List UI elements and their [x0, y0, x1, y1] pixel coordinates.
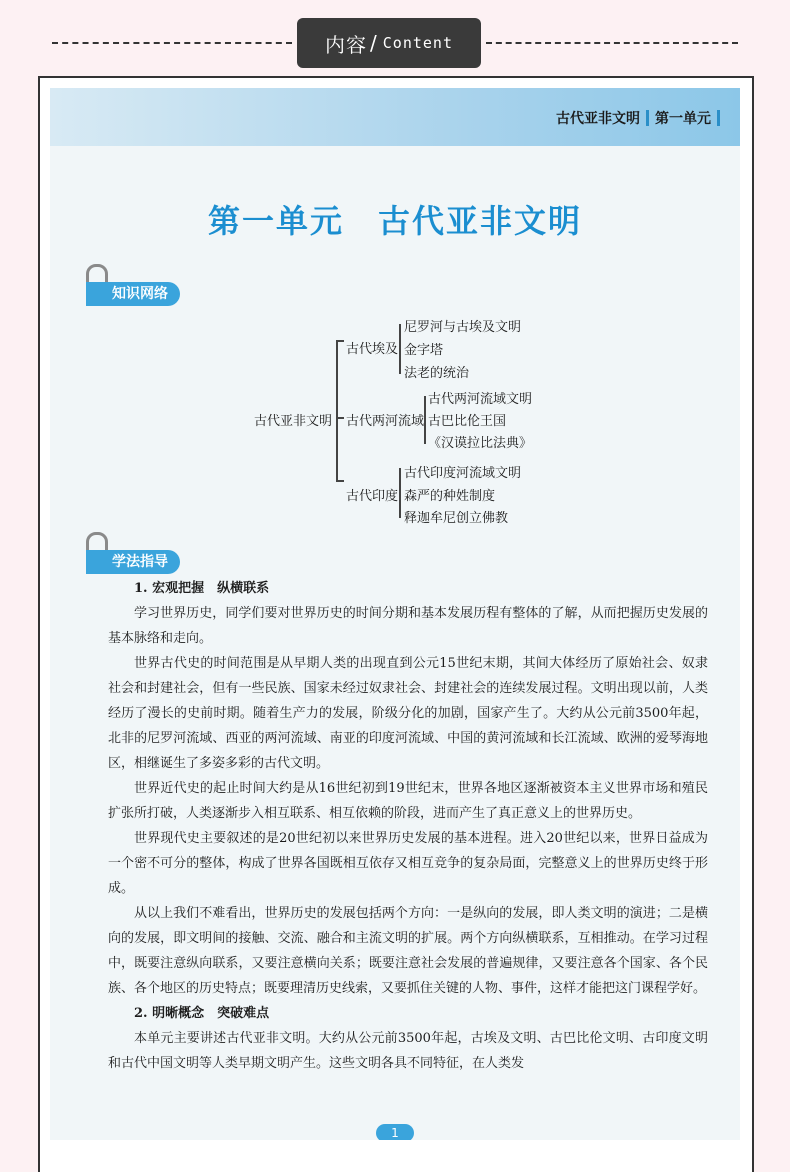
banner-subject: 古代亚非文明	[556, 111, 640, 127]
tree-line-egypt	[399, 324, 401, 374]
leaf-meso-2: 古巴比伦王国	[428, 414, 507, 429]
branch-india: 古代印度	[346, 489, 399, 504]
tree-line-india	[399, 468, 401, 518]
leaf-india-3: 释迦牟尼创立佛教	[404, 511, 509, 526]
tree-tick-india	[336, 480, 344, 482]
page-banner	[50, 88, 740, 146]
tree-tick-egypt	[336, 340, 344, 342]
branch-egypt: 古代埃及	[346, 342, 399, 357]
header-dash-left	[52, 42, 292, 44]
guide-paragraph: 本单元主要讲述古代亚非文明。大约从公元前3500年起，古埃及文明、古巴比伦文明、古印度文明和古代中国文明等人类早期文明产生。这些文明各具不同特征，在人类发	[108, 1031, 708, 1071]
guide-heading-1: 1. 宏观把握 纵横联系	[134, 581, 270, 596]
tree-root: 古代亚非文明	[254, 414, 333, 429]
header-title-cn: 内容	[325, 32, 368, 57]
leaf-egypt-3: 法老的统治	[404, 366, 470, 381]
guide-paragraph: 世界古代史的时间范围是从早期人类的出现直到公元15世纪末期，其间大体经历了原始社会、奴隶社会和封建社会，但有一些民族、国家未经过奴隶社会、封建社会的连续发展过程。文明出现以前，人类经历了漫长的史前时期。随着生产力的发展，阶级分化的加剧，国家产生了。大约从公元前3500年起，北非的尼罗河流域、西亚的两河流域、南亚的印度河流域、中国的黄河流域和长江流域、欧洲的爱琴海地区，相继诞生了多姿多彩的古代文明。	[108, 656, 708, 771]
header-separator: /	[370, 31, 378, 55]
leaf-india-1: 古代印度河流域文明	[404, 466, 522, 481]
branch-mesopotamia: 古代两河流域	[346, 414, 425, 429]
section-tag-guide: 学法指导	[86, 550, 180, 574]
tree-line-meso	[424, 396, 426, 444]
content-header-tab	[297, 18, 481, 68]
leaf-india-2: 森严的种姓制度	[404, 489, 496, 504]
unit-title: 第一单元 古代亚非文明	[207, 202, 582, 240]
tree-tick-meso	[336, 417, 344, 419]
guide-paragraph: 世界现代史主要叙述的是20世纪初以来世界历史发展的基本进程。进入20世纪以来，世界日益成为一个密不可分的整体，构成了世界各国既相互依存又相互竞争的复杂局面，完整意义上的世界历史终于形成。	[108, 831, 708, 896]
guide-heading-2: 2. 明晰概念 突破难点	[134, 1006, 270, 1021]
banner-divider-end	[717, 110, 720, 126]
leaf-meso-1: 古代两河流域文明	[428, 392, 533, 407]
header-dash-right	[486, 42, 738, 44]
leaf-egypt-2: 金字塔	[404, 343, 444, 358]
guide-paragraph: 世界近代史的起止时间大约是从16世纪初到19世纪末，世界各地区逐渐被资本主义世界市场和殖民扩张所打破，人类逐渐步入相互联系、相互依赖的阶段，进而产生了真正意义上的世界历史。	[108, 781, 708, 821]
book-page	[50, 88, 740, 1140]
section-tag-knowledge: 知识网络	[86, 282, 180, 306]
tree-line-root	[336, 340, 338, 482]
header-title-en: Content	[382, 34, 453, 52]
leaf-meso-3: 《汉谟拉比法典》	[428, 436, 533, 451]
banner-unit: 第一单元	[655, 111, 711, 127]
guide-body	[108, 576, 708, 1076]
page-number: 1	[376, 1124, 414, 1140]
guide-paragraph: 学习世界历史，同学们要对世界历史的时间分期和基本发展历程有整体的了解，从而把握历史发展的基本脉络和走向。	[108, 606, 708, 646]
guide-paragraph: 从以上我们不难看出，世界历史的发展包括两个方向：一是纵向的发展，即人类文明的演进；二是横向的发展，即文明间的接触、交流、融合和主流文明的扩展。两个方向纵横联系，互相推动。在学习过程中，既要注意纵向联系，又要注意横向关系；既要注意社会发展的普遍规律，又要注意各个国家、各个民族、各个地区的历史特点；既要理清历史线索，又要抓住关键的人物、事件，这样才能把这门课程学好。	[108, 906, 708, 996]
leaf-egypt-1: 尼罗河与古埃及文明	[404, 320, 522, 335]
banner-divider	[646, 110, 649, 126]
